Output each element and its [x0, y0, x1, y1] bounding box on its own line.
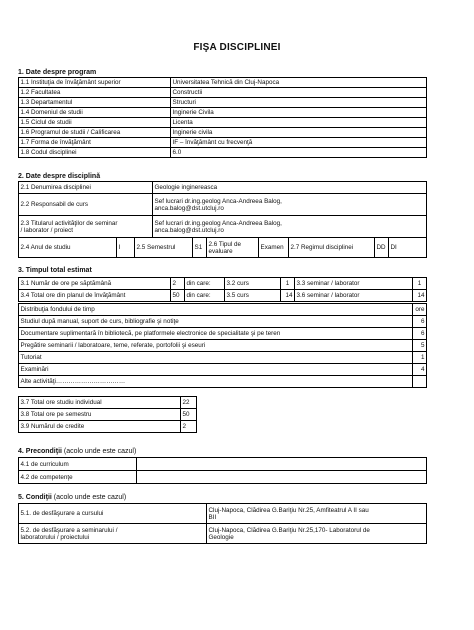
regime-value-di: DI	[389, 238, 427, 258]
weekly-course-label: 3.2 curs	[225, 278, 281, 290]
activity-hours: 6	[413, 316, 427, 328]
activity-label: Documentare suplimentară în bibliotecă, pe platformele electronice de specialitate şi pe teren	[19, 328, 413, 340]
program-table	[18, 77, 427, 158]
table-row	[19, 328, 427, 340]
total-hours-label: 3.4 Total ore din planul de învăţământ	[19, 290, 171, 302]
weekly-course-value: 1	[281, 278, 295, 290]
row-value: IF – învăţământ cu frecvenţă	[171, 138, 427, 148]
seminar-holder-label-line2: / laborator / proiect	[20, 226, 73, 234]
total-label: 3.8 Total ore pe semestru	[19, 409, 181, 421]
weekly-seminar-label: 3.3 seminar / laborator	[295, 278, 413, 290]
table-row	[19, 78, 427, 88]
conditions-table	[18, 503, 427, 544]
activity-hours: 4	[413, 364, 427, 376]
section-4-subtitle: (acolo unde este cazul)	[63, 448, 137, 455]
table-row	[19, 352, 427, 364]
course-holder-name: Sef lucrari dr.ing.geolog Anca-Andreea Balog,	[154, 197, 282, 205]
table-row	[19, 504, 427, 524]
row-value: Inginerie Civila	[171, 108, 427, 118]
table-row	[19, 421, 197, 433]
weekly-of-which: din care:	[185, 278, 225, 290]
total-seminar-label: 3.6 seminar / laborator	[295, 290, 413, 302]
seminar-holder-name: Sef lucrari dr.ing.geolog Anca-Andreea Balog,	[154, 219, 282, 227]
evaluation-value: Examen	[259, 238, 289, 258]
seminar-holder-label-line1: 2.3 Titularul activităţilor de seminar	[20, 219, 118, 227]
seminar-holder-value	[153, 216, 427, 238]
precondition-value	[137, 471, 427, 484]
table-row	[19, 98, 427, 108]
precondition-label: 4.1 de curriculum	[19, 458, 137, 471]
lab-conditions-label-line1: 5.2. de desfăşurare a seminarului /	[20, 526, 118, 534]
time-distribution-table	[18, 303, 427, 388]
course-conditions-line1: Cluj-Napoca, Clădirea G.Bariţiu Nr.25, Amfiteatrul A II sau	[208, 506, 369, 514]
section-1-heading: 1. Date despre program	[18, 69, 97, 76]
table-row	[19, 524, 427, 544]
table-row	[19, 304, 427, 316]
table-row	[19, 148, 427, 158]
table-row	[19, 278, 427, 290]
total-seminar-value: 14	[413, 290, 427, 302]
total-label: 3.7 Total ore studiu individual	[19, 397, 181, 409]
lab-conditions-value	[207, 524, 427, 544]
section-5-subtitle: (acolo unde este cazul)	[53, 494, 127, 501]
seminar-holder-label	[19, 216, 153, 238]
hours-table	[18, 277, 427, 302]
table-row	[19, 88, 427, 98]
lab-conditions-label	[19, 524, 207, 544]
course-conditions-value	[207, 504, 427, 524]
table-row	[19, 397, 197, 409]
study-info-table	[18, 237, 427, 258]
row-label: 1.5 Ciclul de studii	[19, 118, 171, 128]
section-4-heading	[18, 447, 136, 456]
activity-label: Tutoriat	[19, 352, 413, 364]
total-hours-value: 50	[171, 290, 185, 302]
distribution-label: Distribuţia fondului de timp	[19, 304, 413, 316]
section-4-title: 4. Precondiţii	[18, 448, 62, 455]
table-row	[19, 458, 427, 471]
table-row	[19, 364, 427, 376]
weekly-hours-value: 2	[171, 278, 185, 290]
total-value: 2	[181, 421, 197, 433]
activity-label: Pregătire seminarii / laboratoare, teme, referate, portofolii şi eseuri	[19, 340, 413, 352]
total-course-label: 3.5 curs	[225, 290, 281, 302]
course-conditions-label: 5.1. de desfăşurare a cursului	[19, 504, 207, 524]
year-value: I	[117, 238, 135, 258]
precondition-label: 4.2 de competenţe	[19, 471, 137, 484]
table-row	[19, 290, 427, 302]
regime-value-dd: DD	[375, 238, 389, 258]
row-value: Inginerie civila	[171, 128, 427, 138]
row-value: Universitatea Tehnică din Cluj-Napoca	[171, 78, 427, 88]
activity-label: Examinări	[19, 364, 413, 376]
lab-conditions-label-line2: laboratorului / proiectului	[20, 533, 90, 541]
row-value: Structuri	[171, 98, 427, 108]
total-course-value: 14	[281, 290, 295, 302]
evaluation-label	[207, 238, 259, 258]
section-5-heading	[18, 493, 126, 502]
discipline-table	[18, 181, 427, 238]
table-row	[19, 316, 427, 328]
row-label: 1.6 Programul de studii / Calificarea	[19, 128, 171, 138]
row-value: Constructii	[171, 88, 427, 98]
table-row	[19, 409, 197, 421]
evaluation-label-line1: 2.6 Tipul de	[208, 240, 242, 248]
totals-table	[18, 396, 197, 433]
table-row	[19, 340, 427, 352]
table-row	[19, 108, 427, 118]
preconditions-table	[18, 457, 427, 484]
discipline-name-value: Geologie inginereasca	[153, 182, 427, 194]
semester-value: S1	[193, 238, 207, 258]
table-row	[19, 471, 427, 484]
activity-hours: 1	[413, 352, 427, 364]
row-label: 1.3 Departamentul	[19, 98, 171, 108]
course-holder-label: 2.2 Responsabil de curs	[19, 194, 153, 216]
section-3-heading: 3. Timpul total estimat	[18, 267, 92, 274]
row-value: 6.0	[171, 148, 427, 158]
course-holder-email: anca.balog@dst.utcluj.ro	[154, 204, 224, 212]
table-row	[19, 118, 427, 128]
total-value: 50	[181, 409, 197, 421]
row-value: Licenta	[171, 118, 427, 128]
document-title: FIŞA DISCIPLINEI	[193, 42, 281, 53]
row-label: 1.2 Facultatea	[19, 88, 171, 98]
section-2-heading: 2. Date despre disciplină	[18, 173, 101, 180]
table-row	[19, 138, 427, 148]
semester-label: 2.5 Semestrul	[135, 238, 193, 258]
distribution-unit: ore	[413, 304, 427, 316]
activity-hours: 5	[413, 340, 427, 352]
year-label: 2.4 Anul de studiu	[19, 238, 117, 258]
precondition-value	[137, 458, 427, 471]
lab-conditions-line1: Cluj-Napoca, Clădirea G.Bariţiu Nr.25,170- Laboratorul de	[208, 526, 370, 534]
table-row	[19, 194, 427, 216]
table-row	[19, 216, 427, 238]
total-of-which: din care:	[185, 290, 225, 302]
activity-label: Studiul după manual, suport de curs, bibliografie şi notiţe	[19, 316, 413, 328]
activity-hours: 6	[413, 328, 427, 340]
table-row	[19, 238, 427, 258]
course-holder-value	[153, 194, 427, 216]
seminar-holder-email: anca.balog@dst.utcluj.ro	[154, 226, 224, 234]
section-5-title: 5. Condiţii	[18, 494, 52, 501]
weekly-hours-label: 3.1 Număr de ore pe săptămână	[19, 278, 171, 290]
row-label: 1.7 Forma de învăţământ	[19, 138, 171, 148]
course-conditions-line2: BII	[208, 513, 217, 521]
evaluation-label-line2: evaluare	[208, 247, 233, 255]
activity-hours	[413, 376, 427, 388]
table-row	[19, 128, 427, 138]
row-label: 1.4 Domeniul de studii	[19, 108, 171, 118]
activity-label: Alte activităţi……………………………	[19, 376, 413, 388]
table-row	[19, 376, 427, 388]
lab-conditions-line2: Geologie	[208, 533, 234, 541]
discipline-name-label: 2.1 Denumirea disciplinei	[19, 182, 153, 194]
total-value: 22	[181, 397, 197, 409]
regime-label: 2.7 Regimul disciplinei	[289, 238, 375, 258]
table-row	[19, 182, 427, 194]
weekly-seminar-value: 1	[413, 278, 427, 290]
row-label: 1.1 Instituţia de învăţământ superior	[19, 78, 171, 88]
row-label: 1.8 Codul disciplinei	[19, 148, 171, 158]
total-label: 3.9 Numărul de credite	[19, 421, 181, 433]
